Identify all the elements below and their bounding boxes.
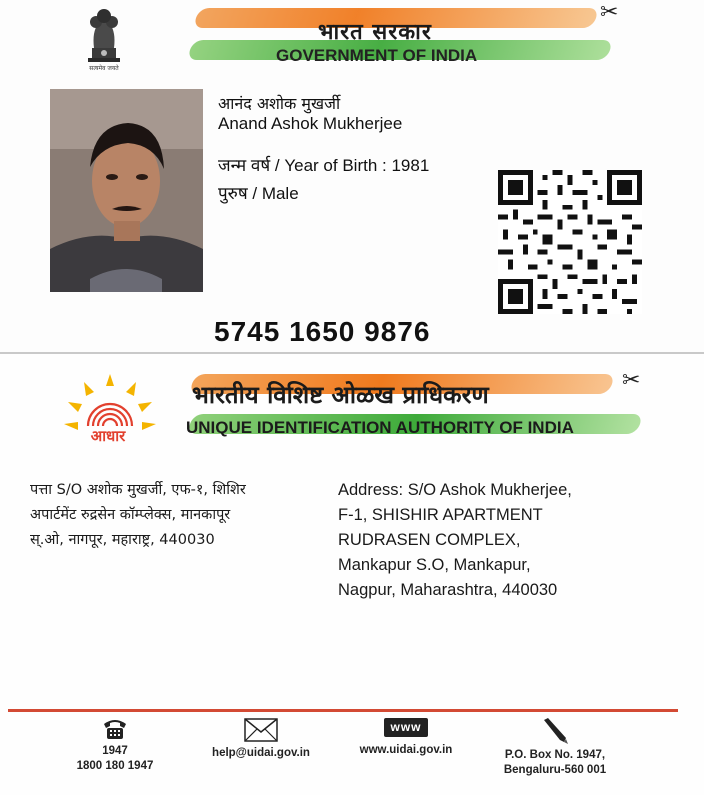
address-english-line: Nagpur, Maharashtra, 440030 bbox=[338, 581, 558, 599]
footer-divider bbox=[8, 709, 678, 712]
pen-icon bbox=[540, 718, 570, 744]
address-english-line: RUDRASEN COMPLEX, bbox=[338, 531, 521, 549]
address-english-line: Address: S/O Ashok Mukherjee, bbox=[338, 481, 572, 499]
phone-toll-free-number: 1800 180 1947 bbox=[76, 760, 154, 772]
contact-post bbox=[490, 718, 620, 778]
post-box-line2: Bengaluru-560 001 bbox=[503, 764, 607, 776]
contact-email bbox=[196, 718, 326, 761]
address-hindi-line: अपार्टमेंट रुद्रसेन कॉम्प्लेक्स, मानकापूर bbox=[30, 507, 231, 523]
phone-short-number: 1947 bbox=[102, 745, 128, 757]
address-english bbox=[338, 478, 668, 603]
aadhaar-card-back bbox=[0, 352, 704, 795]
uidai-title-english: UNIQUE IDENTIFICATION AUTHORITY OF INDIA bbox=[186, 418, 574, 437]
holder-photo bbox=[50, 89, 203, 292]
year-of-birth: जन्म वर्ष / Year of Birth : 1981 bbox=[218, 156, 430, 175]
holder-name-hindi: आनंद अशोक मुखर्जी bbox=[218, 94, 341, 113]
government-title-hindi: भारत सरकार bbox=[318, 20, 432, 45]
www-icon: www bbox=[384, 718, 427, 737]
qr-code bbox=[498, 170, 642, 314]
telephone-icon bbox=[102, 718, 128, 740]
post-box-line1: P.O. Box No. 1947, bbox=[504, 749, 606, 761]
contact-phone bbox=[60, 718, 170, 774]
uidai-title-hindi: भारतीय विशिष्ट ओळख प्राधिकरण bbox=[192, 381, 489, 409]
holder-name-english: Anand Ashok Mukherjee bbox=[218, 114, 403, 133]
address-english-line: Mankapur S.O, Mankapur, bbox=[338, 556, 531, 574]
contact-website bbox=[346, 718, 466, 758]
address-hindi-line: पत्ता S/O अशोक मुखर्जी, एफ-१, शिशिर bbox=[30, 482, 246, 498]
address-hindi bbox=[30, 478, 330, 553]
scissors-icon: ✂ bbox=[600, 0, 619, 25]
aadhaar-card-front bbox=[0, 0, 704, 352]
address-hindi-line: स्.ओ, नागपूर, महाराष्ट्र, 440030 bbox=[30, 532, 215, 548]
government-title-english: GOVERNMENT OF INDIA bbox=[276, 46, 478, 65]
address-english-line: F-1, SHISHIR APARTMENT bbox=[338, 506, 543, 524]
website-url: www.uidai.gov.in bbox=[359, 744, 453, 756]
emblem-motto: सत्यमेव जयते bbox=[89, 65, 119, 72]
aadhaar-logo-text: आधार bbox=[90, 427, 126, 445]
email-address: help@uidai.gov.in bbox=[212, 747, 310, 759]
aadhaar-number: 5745 1650 9876 bbox=[214, 316, 431, 347]
scissors-icon: ✂ bbox=[622, 368, 641, 393]
gender: पुरुष / Male bbox=[218, 184, 299, 203]
envelope-icon bbox=[244, 718, 278, 742]
